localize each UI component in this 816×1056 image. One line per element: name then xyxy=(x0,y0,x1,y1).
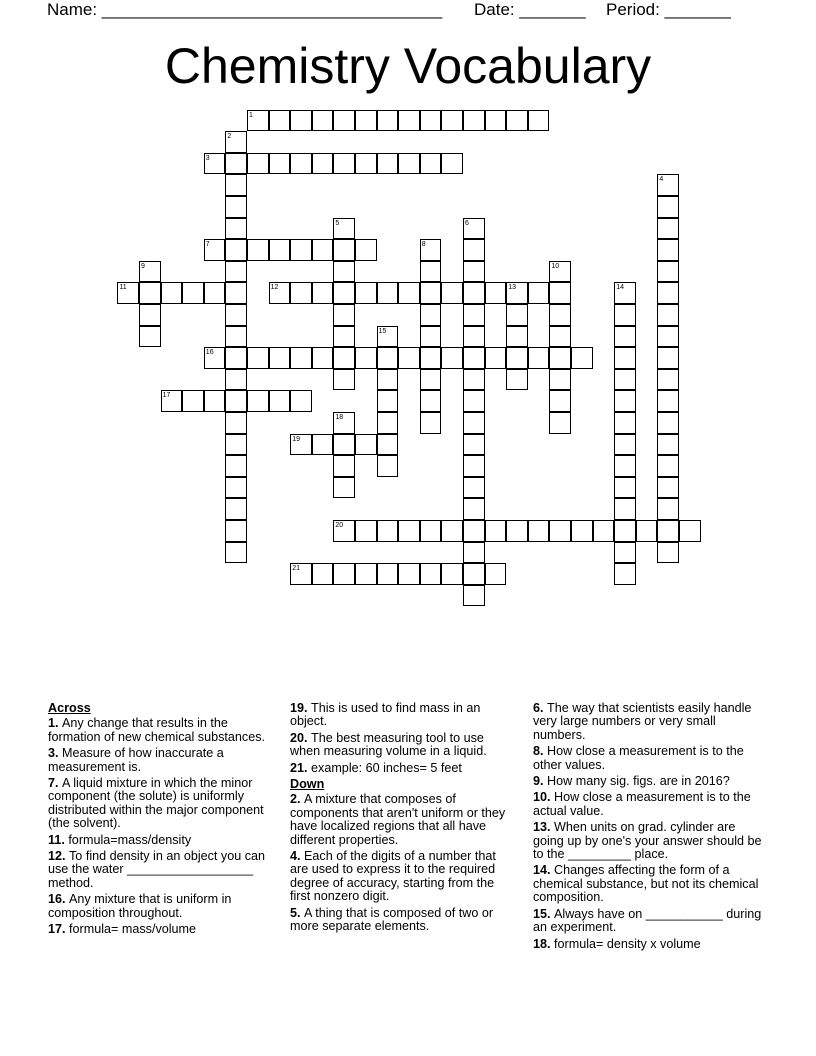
name-field[interactable]: Name: ____________________________________ xyxy=(47,0,443,19)
grid-cell[interactable] xyxy=(614,520,636,542)
grid-cell[interactable] xyxy=(420,261,442,283)
grid-cell[interactable] xyxy=(549,326,571,348)
grid-cell[interactable] xyxy=(657,261,679,283)
grid-cell[interactable] xyxy=(312,110,334,132)
clue-text: How many sig. figs. are in 2016? xyxy=(547,774,730,789)
grid-cell[interactable] xyxy=(549,261,571,283)
clue-label: 2. xyxy=(290,792,305,807)
grid-cell[interactable] xyxy=(549,369,571,391)
clues-column-2 xyxy=(290,702,512,937)
grid-cell[interactable] xyxy=(225,498,247,520)
grid-cell[interactable] xyxy=(614,369,636,391)
clue-number: 10 xyxy=(551,262,560,270)
clue-text: The best measuring tool to use when measuring volume in a liquid. xyxy=(290,730,487,759)
clue-number: 14 xyxy=(616,284,624,292)
grid-cell[interactable] xyxy=(204,347,226,369)
grid-cell[interactable] xyxy=(333,412,355,434)
grid-cell[interactable] xyxy=(269,282,291,304)
grid-cell[interactable] xyxy=(333,455,355,477)
grid-cell[interactable] xyxy=(420,282,442,304)
grid-cell[interactable] xyxy=(528,520,550,542)
grid-cell[interactable] xyxy=(441,153,463,175)
grid-cell[interactable] xyxy=(463,498,485,520)
grid-cell[interactable] xyxy=(269,347,291,369)
clue-label: 8. xyxy=(533,744,548,759)
clue-number: 2 xyxy=(227,133,232,141)
date-field[interactable]: Date: _______ xyxy=(474,0,586,19)
grid-cell[interactable] xyxy=(463,261,485,283)
grid-cell[interactable] xyxy=(139,261,161,283)
grid-cell[interactable] xyxy=(204,153,226,175)
grid-cell[interactable] xyxy=(463,218,485,240)
grid-cell[interactable] xyxy=(225,412,247,434)
clue-text: To find density in an object you can use the water __________________ method. xyxy=(48,849,266,890)
grid-cell[interactable] xyxy=(441,347,463,369)
grid-cell[interactable] xyxy=(225,390,247,412)
grid-cell[interactable] xyxy=(377,520,399,542)
grid-cell[interactable] xyxy=(290,347,312,369)
clue-number: 15 xyxy=(378,327,387,335)
grid-cell[interactable] xyxy=(657,282,679,304)
grid-cell[interactable] xyxy=(225,282,247,304)
grid-cell[interactable] xyxy=(657,239,679,261)
clue-text: A liquid mixture in which the minor component (the solute) is uniformly distributed within the major component (the solvent). xyxy=(48,776,264,831)
grid-cell[interactable] xyxy=(377,153,399,175)
down-clue xyxy=(533,775,769,788)
grid-cell[interactable] xyxy=(290,282,312,304)
grid-cell[interactable] xyxy=(549,412,571,434)
grid-cell[interactable] xyxy=(463,347,485,369)
grid-cell[interactable] xyxy=(549,347,571,369)
grid-cell[interactable] xyxy=(269,110,291,132)
grid-cell[interactable] xyxy=(355,239,377,261)
grid-cell[interactable] xyxy=(528,347,550,369)
grid-cell[interactable] xyxy=(269,153,291,175)
grid-cell[interactable] xyxy=(485,563,507,585)
down-clue xyxy=(290,850,512,904)
grid-cell[interactable] xyxy=(290,434,312,456)
clue-number: 20 xyxy=(335,522,344,529)
grid-cell[interactable] xyxy=(377,369,399,391)
clue-label: 12. xyxy=(48,849,70,864)
grid-cell[interactable] xyxy=(225,196,247,218)
grid-cell[interactable] xyxy=(204,239,226,261)
grid-cell[interactable] xyxy=(463,282,485,304)
grid-cell[interactable] xyxy=(657,304,679,326)
grid-cell[interactable] xyxy=(463,542,485,564)
grid-cell[interactable] xyxy=(225,261,247,283)
grid-cell[interactable] xyxy=(398,110,420,132)
clue-number: 4 xyxy=(659,176,664,184)
grid-cell[interactable] xyxy=(614,390,636,412)
grid-cell[interactable] xyxy=(247,347,269,369)
grid-cell[interactable] xyxy=(420,326,442,348)
grid-cell[interactable] xyxy=(657,218,679,240)
grid-cell[interactable] xyxy=(225,239,247,261)
grid-cell[interactable] xyxy=(333,347,355,369)
grid-cell[interactable] xyxy=(441,282,463,304)
grid-cell[interactable] xyxy=(420,110,442,132)
grid-cell[interactable] xyxy=(420,347,442,369)
grid-cell[interactable] xyxy=(355,434,377,456)
grid-cell[interactable] xyxy=(657,369,679,391)
grid-cell[interactable] xyxy=(139,304,161,326)
clue-label: 18. xyxy=(533,936,555,951)
grid-cell[interactable] xyxy=(657,542,679,564)
grid-cell[interactable] xyxy=(290,110,312,132)
grid-cell[interactable] xyxy=(614,563,636,585)
grid-cell[interactable] xyxy=(161,282,183,304)
grid-cell[interactable] xyxy=(333,369,355,391)
grid-cell[interactable] xyxy=(312,434,334,456)
grid-cell[interactable] xyxy=(333,261,355,283)
grid-cell[interactable] xyxy=(398,347,420,369)
grid-cell[interactable] xyxy=(549,304,571,326)
grid-cell[interactable] xyxy=(657,477,679,499)
grid-cell[interactable] xyxy=(463,477,485,499)
grid-cell[interactable] xyxy=(398,520,420,542)
grid-cell[interactable] xyxy=(506,369,528,391)
clue-number: 6 xyxy=(465,219,469,227)
grid-cell[interactable] xyxy=(377,455,399,477)
grid-cell[interactable] xyxy=(247,239,269,261)
down-clue xyxy=(290,793,512,847)
grid-cell[interactable] xyxy=(420,239,442,261)
grid-cell[interactable] xyxy=(204,282,226,304)
clue-label: 3. xyxy=(48,746,63,761)
clue-label: 11. xyxy=(48,832,69,847)
grid-cell[interactable] xyxy=(290,239,312,261)
grid-cell[interactable] xyxy=(506,520,528,542)
grid-cell[interactable] xyxy=(139,326,161,348)
grid-cell[interactable] xyxy=(614,498,636,520)
clue-text: How close a measurement is to the other values. xyxy=(533,744,744,772)
down-clue xyxy=(533,908,769,935)
down-clue xyxy=(533,791,769,818)
clue-number: 18 xyxy=(335,414,344,421)
grid-cell[interactable] xyxy=(420,304,442,326)
clue-label: 4. xyxy=(290,849,305,864)
grid-cell[interactable] xyxy=(204,390,226,412)
grid-cell[interactable] xyxy=(549,282,571,304)
grid-cell[interactable] xyxy=(463,563,485,585)
clue-label: 21. xyxy=(290,760,312,775)
grid-cell[interactable] xyxy=(614,282,636,304)
grid-cell[interactable] xyxy=(614,434,636,456)
grid-cell[interactable] xyxy=(355,347,377,369)
grid-cell[interactable] xyxy=(398,153,420,175)
grid-cell[interactable] xyxy=(463,239,485,261)
grid-cell[interactable] xyxy=(355,520,377,542)
grid-cell[interactable] xyxy=(312,347,334,369)
grid-cell[interactable] xyxy=(333,218,355,240)
grid-cell[interactable] xyxy=(333,434,355,456)
clue-number: 11 xyxy=(119,284,127,292)
grid-cell[interactable] xyxy=(333,326,355,348)
grid-cell[interactable] xyxy=(549,520,571,542)
clue-text: formula= density x volume xyxy=(554,936,701,951)
down-clue xyxy=(533,821,769,861)
grid-cell[interactable] xyxy=(657,434,679,456)
grid-cell[interactable] xyxy=(506,282,528,304)
clue-label: 5. xyxy=(290,905,305,920)
grid-cell[interactable] xyxy=(333,110,355,132)
grid-cell[interactable] xyxy=(571,520,593,542)
grid-cell[interactable] xyxy=(225,153,247,175)
grid-cell[interactable] xyxy=(312,282,334,304)
across-clue xyxy=(48,747,280,774)
grid-cell[interactable] xyxy=(463,326,485,348)
grid-cell[interactable] xyxy=(333,477,355,499)
clue-text: The way that scientists easily handle very large numbers or very small numbers. xyxy=(533,701,752,742)
grid-cell[interactable] xyxy=(593,520,615,542)
clue-number: 21 xyxy=(292,565,300,573)
down-clue xyxy=(290,907,512,934)
grid-cell[interactable] xyxy=(377,110,399,132)
grid-cell[interactable] xyxy=(225,542,247,564)
grid-cell[interactable] xyxy=(614,304,636,326)
down-clue xyxy=(533,938,769,951)
clue-label: 9. xyxy=(533,774,548,789)
grid-cell[interactable] xyxy=(528,282,550,304)
grid-cell[interactable] xyxy=(485,282,507,304)
grid-cell[interactable] xyxy=(225,304,247,326)
clue-number: 17 xyxy=(162,392,171,400)
grid-cell[interactable] xyxy=(355,153,377,175)
clue-number: 9 xyxy=(141,262,145,270)
clue-number: 1 xyxy=(249,111,253,119)
grid-cell[interactable] xyxy=(657,455,679,477)
grid-cell[interactable] xyxy=(312,153,334,175)
clue-text: When units on grad. cylinder are going up by one's your answer should be to the _________ place. xyxy=(533,820,762,862)
grid-cell[interactable] xyxy=(463,390,485,412)
clue-text: A thing that is composed of two or more separate elements. xyxy=(290,905,494,934)
grid-cell[interactable] xyxy=(333,520,355,542)
clue-number: 12 xyxy=(270,284,279,292)
clue-number: 5 xyxy=(335,219,340,227)
grid-cell[interactable] xyxy=(377,282,399,304)
grid-cell[interactable] xyxy=(269,239,291,261)
grid-cell[interactable] xyxy=(420,412,442,434)
grid-cell[interactable] xyxy=(549,390,571,412)
clue-text: Each of the digits of a number that are used to express it to the required degree of accuracy, starting from the first nonzero digit. xyxy=(290,849,496,904)
clue-text: A mixture that composes of components that aren't uniform or they have localized regions that all have different properties. xyxy=(290,792,506,847)
clue-label: 7. xyxy=(48,776,63,791)
grid-cell[interactable] xyxy=(377,412,399,434)
grid-cell[interactable] xyxy=(225,347,247,369)
grid-cell[interactable] xyxy=(614,455,636,477)
grid-cell[interactable] xyxy=(312,563,334,585)
grid-cell[interactable] xyxy=(657,390,679,412)
grid-cell[interactable] xyxy=(225,369,247,391)
page-title: Chemistry Vocabulary xyxy=(164,38,652,94)
grid-cell[interactable] xyxy=(182,282,204,304)
across-clue xyxy=(48,777,280,831)
across-clue xyxy=(290,732,512,759)
grid-cell[interactable] xyxy=(290,390,312,412)
grid-cell[interactable] xyxy=(441,520,463,542)
grid-cell[interactable] xyxy=(398,563,420,585)
grid-cell[interactable] xyxy=(333,304,355,326)
grid-cell[interactable] xyxy=(290,153,312,175)
grid-cell[interactable] xyxy=(657,196,679,218)
grid-cell[interactable] xyxy=(398,282,420,304)
grid-cell[interactable] xyxy=(657,520,679,542)
grid-cell[interactable] xyxy=(225,218,247,240)
clue-text: example: 60 inches= 5 feet xyxy=(311,760,462,775)
clue-number: 3 xyxy=(205,154,210,162)
down-clue xyxy=(533,745,769,772)
grid-cell[interactable] xyxy=(614,326,636,348)
clue-text: Any change that results in the formation of new chemical substances. xyxy=(48,716,265,744)
grid-cell[interactable] xyxy=(463,110,485,132)
clue-label: 17. xyxy=(48,922,70,937)
grid-cell[interactable] xyxy=(420,390,442,412)
across-heading: Across xyxy=(48,701,91,715)
clue-label: 6. xyxy=(533,701,548,715)
grid-cell[interactable] xyxy=(225,131,247,153)
clue-text: This is used to find mass in an object. xyxy=(290,701,481,729)
grid-cell[interactable] xyxy=(463,520,485,542)
grid-cell[interactable] xyxy=(377,390,399,412)
grid-cell[interactable] xyxy=(679,520,701,542)
grid-cell[interactable] xyxy=(247,390,269,412)
grid-cell[interactable] xyxy=(657,498,679,520)
down-clue xyxy=(533,864,769,904)
clue-text: How close a measurement is to the actual value. xyxy=(533,790,751,818)
grid-cell[interactable] xyxy=(333,153,355,175)
grid-cell[interactable] xyxy=(463,304,485,326)
clue-label: 13. xyxy=(533,820,555,835)
down-heading: Down xyxy=(290,777,325,792)
clue-text: Always have on ___________ during an experiment. xyxy=(533,906,762,935)
grid-cell[interactable] xyxy=(571,347,593,369)
clue-label: 10. xyxy=(533,790,555,805)
grid-cell[interactable] xyxy=(463,585,485,607)
grid-cell[interactable] xyxy=(485,110,507,132)
clue-number: 8 xyxy=(421,241,426,249)
clue-text: Changes affecting the form of a chemical substance, but not its chemical composition. xyxy=(533,863,759,905)
grid-cell[interactable] xyxy=(636,520,658,542)
grid-cell[interactable] xyxy=(247,110,269,132)
clue-number: 7 xyxy=(205,241,210,249)
grid-cell[interactable] xyxy=(225,434,247,456)
grid-cell[interactable] xyxy=(225,174,247,196)
grid-cell[interactable] xyxy=(117,282,139,304)
grid-cell[interactable] xyxy=(441,563,463,585)
clue-number: 16 xyxy=(205,349,214,357)
grid-cell[interactable] xyxy=(657,347,679,369)
clue-text: Measure of how inaccurate a measurement is. xyxy=(48,746,224,774)
grid-cell[interactable] xyxy=(485,520,507,542)
clue-label: 19. xyxy=(290,701,312,715)
grid-cell[interactable] xyxy=(463,455,485,477)
grid-cell[interactable] xyxy=(333,239,355,261)
grid-cell[interactable] xyxy=(182,390,204,412)
clue-text: formula=mass/density xyxy=(68,832,192,847)
grid-cell[interactable] xyxy=(485,347,507,369)
grid-cell[interactable] xyxy=(506,304,528,326)
grid-cell[interactable] xyxy=(312,239,334,261)
clue-number: 13 xyxy=(508,284,516,292)
clue-label: 14. xyxy=(533,863,555,878)
grid-cell[interactable] xyxy=(269,390,291,412)
grid-cell[interactable] xyxy=(355,110,377,132)
clue-number: 19 xyxy=(292,435,300,443)
grid-cell[interactable] xyxy=(225,477,247,499)
period-field[interactable]: Period: _______ xyxy=(606,0,731,19)
grid-cell[interactable] xyxy=(333,563,355,585)
down-clue xyxy=(533,702,769,742)
grid-cell[interactable] xyxy=(463,369,485,391)
across-clue xyxy=(48,850,280,890)
grid-cell[interactable] xyxy=(290,563,312,585)
grid-cell[interactable] xyxy=(614,477,636,499)
grid-cell[interactable] xyxy=(139,282,161,304)
grid-cell[interactable] xyxy=(614,542,636,564)
grid-cell[interactable] xyxy=(506,326,528,348)
grid-cell[interactable] xyxy=(463,434,485,456)
grid-cell[interactable] xyxy=(225,520,247,542)
grid-cell[interactable] xyxy=(377,563,399,585)
clues-column-3 xyxy=(533,702,769,954)
clue-label: 16. xyxy=(48,892,70,907)
across-clue xyxy=(48,717,280,744)
grid-cell[interactable] xyxy=(420,369,442,391)
grid-cell[interactable] xyxy=(506,110,528,132)
clue-text: Any mixture that is uniform in composition throughout. xyxy=(48,892,232,920)
across-clue xyxy=(48,893,280,920)
across-clue xyxy=(290,702,512,729)
grid-cell[interactable] xyxy=(614,347,636,369)
clue-text: formula= mass/volume xyxy=(69,922,197,937)
grid-cell[interactable] xyxy=(377,434,399,456)
grid-cell[interactable] xyxy=(614,412,636,434)
grid-cell[interactable] xyxy=(657,326,679,348)
grid-cell[interactable] xyxy=(506,347,528,369)
grid-cell[interactable] xyxy=(377,347,399,369)
grid-cell[interactable] xyxy=(161,390,183,412)
across-clue xyxy=(290,762,512,775)
grid-cell[interactable] xyxy=(247,153,269,175)
across-clue xyxy=(48,834,280,847)
grid-cell[interactable] xyxy=(463,412,485,434)
grid-cell[interactable] xyxy=(355,282,377,304)
grid-cell[interactable] xyxy=(355,563,377,585)
across-clue xyxy=(48,923,280,936)
grid-cell[interactable] xyxy=(528,110,550,132)
grid-cell[interactable] xyxy=(333,282,355,304)
clues-column-1 xyxy=(48,702,280,940)
grid-cell[interactable] xyxy=(441,110,463,132)
grid-cell[interactable] xyxy=(420,153,442,175)
clue-label: 15. xyxy=(533,906,555,921)
grid-cell[interactable] xyxy=(420,563,442,585)
grid-cell[interactable] xyxy=(377,326,399,348)
grid-cell[interactable] xyxy=(657,412,679,434)
grid-cell[interactable] xyxy=(420,520,442,542)
grid-cell[interactable] xyxy=(657,174,679,196)
grid-cell[interactable] xyxy=(225,455,247,477)
clue-label: 20. xyxy=(290,730,312,745)
clue-label: 1. xyxy=(48,716,63,731)
grid-cell[interactable] xyxy=(225,326,247,348)
